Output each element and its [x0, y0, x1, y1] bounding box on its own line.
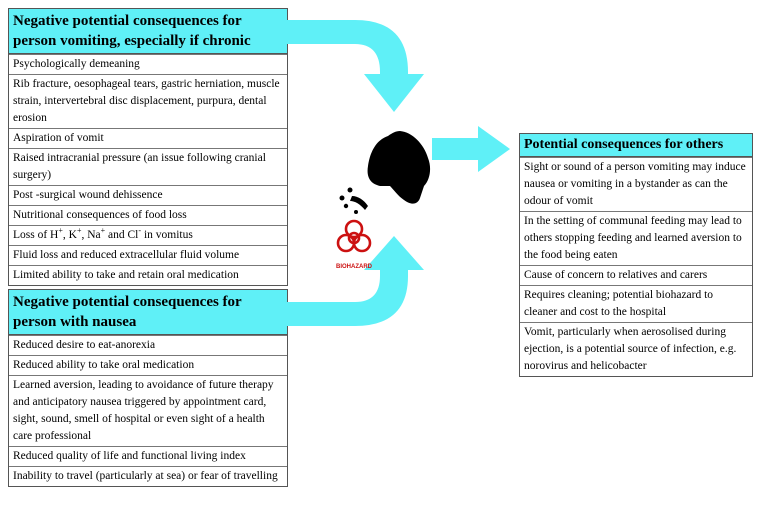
others-item: Requires cleaning; potential biohazard to cleaner and cost to the hospital [520, 285, 752, 322]
ion-and-cl: and Cl [105, 229, 139, 241]
ion-suffix: in vomitus [141, 229, 193, 241]
others-item: Sight or sound of a person vomiting may induce nausea or vomiting in a bystander as can the odour of vomit [520, 157, 752, 211]
nausea-item: Learned aversion, leading to avoidance of future therapy and anticipatory nausea triggered by appointment card, sight, sound, smell of hospital or even sight of a health care professional [9, 375, 287, 446]
vomiting-title-line1: Negative potential consequences for [13, 13, 242, 29]
vomiting-item: Post -surgical wound dehissence [9, 185, 287, 205]
nausea-item: Reduced ability to take oral medication [9, 355, 287, 375]
vomiting-title-line2: person vomiting, especially if chronic [13, 33, 251, 49]
others-item: Cause of concern to relatives and carers [520, 265, 752, 285]
vomiting-item: Psychologically demeaning [9, 54, 287, 74]
vomiting-head-icon [340, 131, 431, 214]
ion-cl-sup: - [138, 226, 142, 236]
vomiting-item: Limited ability to take and retain oral medication [9, 265, 287, 285]
nausea-title-line2: person with nausea [13, 314, 137, 330]
arrow-right [432, 126, 510, 172]
others-item: Vomit, particularly when aerosolised during ejection, is a potential source of infection, e.g. norovirus and helicobacter [520, 322, 752, 376]
biohazard-label: BIOHAZARD [336, 264, 372, 270]
nausea-item: Reduced quality of life and functional living index [9, 446, 287, 466]
others-item: In the setting of communal feeding may lead to others stopping feeding and learned aversion to the food being eaten [520, 211, 752, 265]
arrow-curved-up [286, 236, 424, 326]
ion-h-sup: + [58, 226, 63, 236]
nausea-title-line1: Negative potential consequences for [13, 294, 242, 310]
ion-k-sup: + [76, 226, 82, 236]
arrow-curved-down [286, 20, 424, 112]
ion-k: , K [62, 229, 77, 241]
others-box-title: Potential consequences for others [520, 134, 752, 157]
vomiting-item: Raised intracranial pressure (an issue following cranial surgery) [9, 148, 287, 185]
ion-na-sup: + [100, 226, 106, 236]
vomiting-item: Rib fracture, oesophageal tears, gastric herniation, muscle strain, intervertebral disc displacement, purpura, dental erosion [9, 74, 287, 128]
vomiting-item: Nutritional consequences of food loss [9, 205, 287, 225]
vomiting-item: Aspiration of vomit [9, 128, 287, 148]
biohazard-icon [338, 221, 370, 251]
ion-prefix: Loss of H [13, 229, 59, 241]
ion-na: , Na [81, 229, 101, 241]
nausea-item: Reduced desire to eat-anorexia [9, 335, 287, 355]
vomiting-item: Fluid loss and reduced extracellular fluid volume [9, 245, 287, 265]
nausea-item: Inability to travel (particularly at sea) or fear of travelling [9, 466, 287, 486]
